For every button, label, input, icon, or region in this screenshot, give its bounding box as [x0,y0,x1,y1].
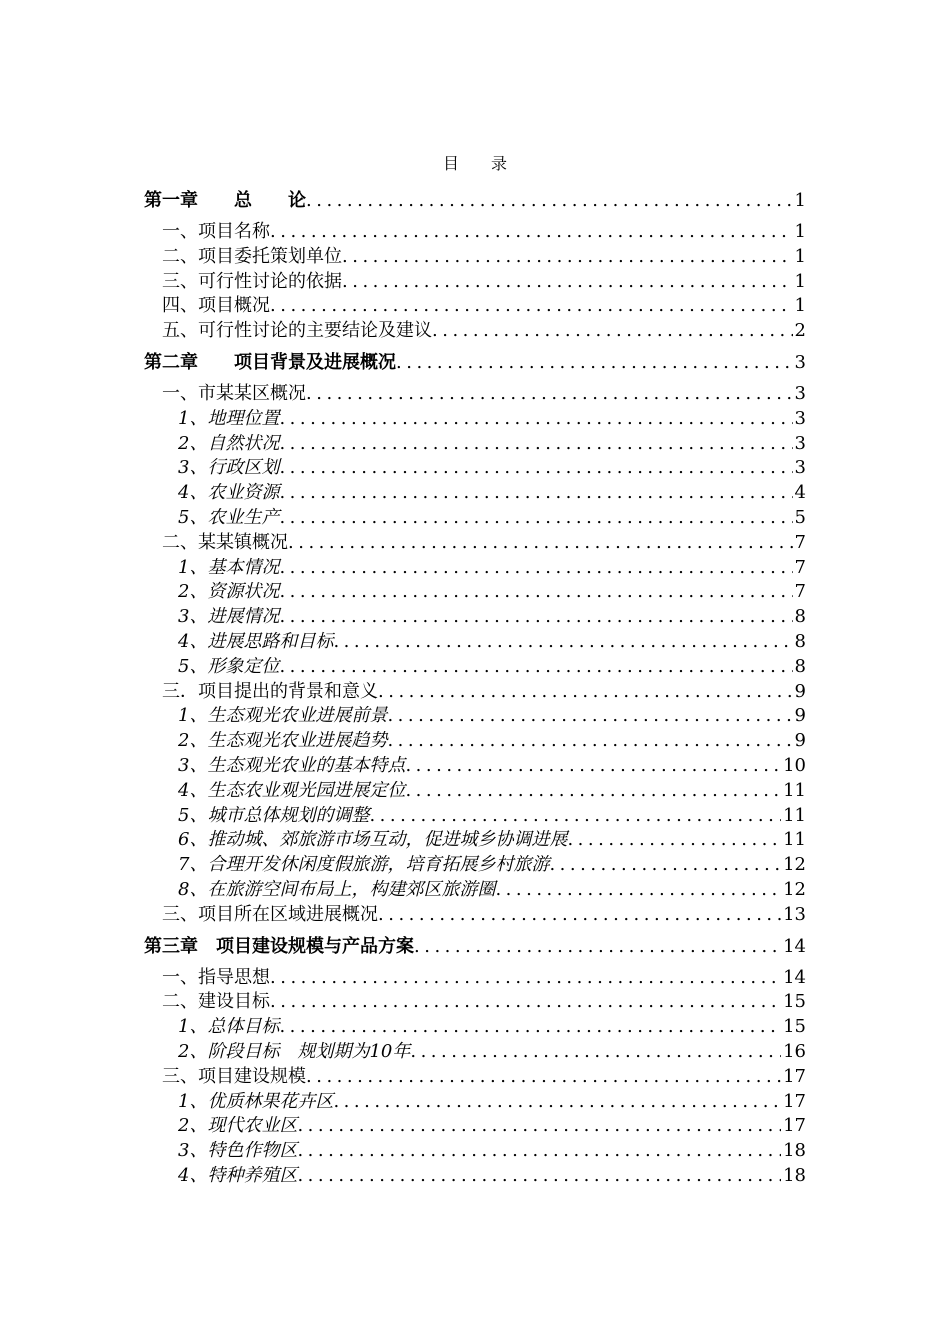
toc-leader-dots [378,680,793,705]
toc-entry[interactable] [144,853,806,878]
toc-entry[interactable] [144,1139,806,1164]
toc-chapter-entry[interactable] [144,184,806,218]
toc-page-number: 3 [794,382,806,404]
toc-entry-text: 二、项目委托策划单位 [162,245,342,267]
toc-page-number: 14 [783,966,806,988]
toc-page-number: 8 [794,655,806,677]
toc-page-number: 3 [794,457,806,479]
toc-page-number: 1 [794,221,806,242]
toc-entry[interactable] [144,804,806,829]
toc-entry-text: 3、生态观光农业的基本特点 [178,754,406,776]
toc-entry-text: 三．项目提出的背景和意义 [162,680,378,702]
toc-leader-dots [405,754,781,779]
toc-entry-text: 4、进展思路和目标 [178,630,334,652]
toc-entry-text: 5、形象定位 [178,655,280,677]
toc-entry[interactable] [144,1164,806,1189]
toc-page-number: 13 [783,903,806,925]
toc-leader-dots [279,481,792,506]
toc-entry[interactable] [144,729,806,754]
toc-entry[interactable] [144,407,806,432]
toc-page-number: 11 [783,804,806,826]
toc-entry[interactable] [144,605,806,630]
toc-entry-text: 三、项目建设规模 [162,1065,306,1087]
toc-leader-dots [414,930,781,964]
toc-leader-dots [306,1065,781,1090]
toc-leader-dots [387,704,792,729]
toc-leader-dots [549,853,781,878]
toc-entry-text: 2、现代农业区 [178,1115,298,1137]
toc-entry-text: 4、农业资源 [178,482,280,504]
toc-leader-dots [279,605,792,630]
toc-leader-dots [405,779,781,804]
toc-page-number: 7 [794,581,806,603]
toc-entry[interactable] [144,1090,806,1115]
toc-leader-dots [297,1164,781,1189]
toc-page-number: 3 [794,432,806,454]
toc-page-number: 1 [794,245,806,267]
toc-leader-dots [342,270,793,295]
toc-entry[interactable] [144,1040,806,1065]
toc-entry[interactable] [144,506,806,531]
toc-entry-text: 6、推动城、郊旅游市场互动，促进城乡协调进展 [178,829,568,851]
toc-leader-dots [306,184,793,218]
toc-leader-dots [410,1040,781,1065]
toc-page-number: 10 [783,754,806,776]
toc-entry-text: 1、优质林果花卉区 [178,1090,334,1112]
toc-entry[interactable] [144,966,806,991]
toc-entry-text: 一、项目名称 [162,221,270,242]
toc-leader-dots [279,556,792,581]
toc-leader-dots [279,456,792,481]
toc-entry-text: 1、生态观光农业进展前景 [178,705,388,727]
toc-leader-dots [333,630,792,655]
toc-entry[interactable] [144,270,806,295]
toc-entry[interactable] [144,680,806,705]
toc-leader-dots [279,655,792,680]
toc-page-number: 4 [794,482,806,504]
toc-entry-text: 2、阶段目标 规划期为10年 [178,1040,411,1062]
toc-page-number: 11 [783,829,806,851]
toc-leader-dots [396,346,793,380]
toc-entry-text: 3、进展情况 [178,606,280,628]
toc-entry-text: 2、自然状况 [178,432,280,454]
toc-page-number: 1 [794,270,806,292]
toc-page-number: 9 [794,705,806,727]
toc-page-number: 15 [783,1016,806,1038]
toc-entry[interactable] [144,704,806,729]
toc-entry-text: 一、市某某区概况 [162,382,306,404]
toc-leader-dots [378,903,781,928]
toc-page-number: 15 [783,991,806,1013]
toc-page-number: 12 [783,854,806,876]
toc-leader-dots [288,531,793,556]
toc-page-number: 18 [783,1164,806,1186]
toc-entry-text: 1、总体目标 [178,1016,280,1038]
toc-entry-text: 5、城市总体规划的调整 [178,804,370,826]
toc-leader-dots [279,432,792,457]
toc-entry-text: 四、项目概况 [162,295,270,317]
toc-entry[interactable] [144,779,806,804]
toc-entry[interactable] [144,245,806,270]
toc-leader-dots [387,729,792,754]
toc-entry[interactable] [144,655,806,680]
toc-leader-dots [270,966,781,991]
toc-entry[interactable] [144,828,806,853]
toc-entry-text: 第一章 总 论 [144,190,306,211]
toc-leader-dots [270,990,781,1015]
toc-entry-text: 4、生态农业观光园进展定位 [178,779,406,801]
toc-entry[interactable] [144,556,806,581]
toc-leader-dots [297,1139,781,1164]
toc-entry-text: 1、基本情况 [178,556,280,578]
toc-entry[interactable] [144,1065,806,1090]
toc-page-number: 17 [783,1065,806,1087]
toc-leader-dots [342,245,793,270]
toc-leader-dots [495,878,781,903]
toc-leader-dots [369,804,781,829]
toc-page-number: 7 [794,556,806,578]
toc-entry[interactable] [144,1114,806,1139]
toc-entry[interactable] [144,319,806,344]
toc-leader-dots [270,220,793,245]
toc-entry-text: 三、可行性讨论的依据 [162,270,342,292]
toc-entry[interactable] [144,903,806,928]
toc-page-number: 16 [783,1040,806,1062]
toc-page-number: 3 [794,351,806,373]
toc-page-number: 17 [783,1090,806,1112]
toc-leader-dots [270,294,793,319]
toc-page-number: 8 [794,630,806,652]
toc-entry[interactable] [144,382,806,407]
toc-entry-text: 二、建设目标 [162,991,270,1013]
toc-entry-text: 一、指导思想 [162,966,270,988]
toc-entry[interactable] [144,220,806,245]
toc-chapter-entry[interactable] [144,346,806,380]
toc-page-number: 11 [783,779,806,801]
toc-leader-dots [279,1015,781,1040]
toc-entry[interactable] [144,754,806,779]
toc-entry-text: 二、某某镇概况 [162,531,288,553]
toc-entry[interactable] [144,1015,806,1040]
toc-page-number: 9 [794,680,806,702]
toc-leader-dots [306,382,793,407]
toc-page-number: 17 [783,1115,806,1137]
toc-leader-dots [297,1114,781,1139]
toc-page-number: 1 [794,295,806,317]
toc-entry-text: 第二章 项目背景及进展概况 [144,351,396,373]
toc-leader-dots [333,1090,781,1115]
toc-entry[interactable] [144,878,806,903]
toc-leader-dots [279,506,792,531]
toc-leader-dots [432,319,793,344]
toc-chapter-entry[interactable] [144,930,806,964]
toc-page-number: 5 [794,506,806,528]
toc-page-number: 7 [794,531,806,553]
toc-entry-text: 2、资源状况 [178,581,280,603]
toc-entry[interactable] [144,456,806,481]
toc-entry[interactable] [144,531,806,556]
toc-leader-dots [279,580,792,605]
toc-entry[interactable] [144,990,806,1015]
toc-entry[interactable] [144,432,806,457]
toc-entry-text: 三、项目所在区域进展概况 [162,903,378,925]
toc-entry-text: 7、合理开发休闲度假旅游，培育拓展乡村旅游 [178,854,550,876]
table-of-contents [144,182,806,1189]
toc-page-number: 18 [783,1140,806,1162]
toc-page-number: 14 [783,935,806,957]
toc-entry-text: 五、可行性讨论的主要结论及建议 [162,320,432,342]
toc-leader-dots [567,828,781,853]
toc-entry-text: 2、生态观光农业进展趋势 [178,730,388,752]
toc-entry[interactable] [144,630,806,655]
toc-entry-text: 第三章 项目建设规模与产品方案 [144,935,414,957]
toc-entry-text: 8、在旅游空间布局上，构建郊区旅游圈 [178,878,496,900]
toc-page-number: 2 [794,320,806,342]
toc-page-number: 1 [794,190,806,211]
toc-entry-text: 3、行政区划 [178,457,280,479]
toc-leader-dots [279,407,792,432]
toc-entry-text: 5、农业生产 [178,506,280,528]
toc-entry-text: 4、特种养殖区 [178,1164,298,1186]
toc-page-number: 3 [794,407,806,429]
toc-page-number: 12 [783,878,806,900]
toc-title: 目 录 [442,154,507,173]
toc-page-number: 8 [794,606,806,628]
toc-entry-text: 3、特色作物区 [178,1140,298,1162]
toc-page-number: 9 [794,730,806,752]
toc-entry-text: 1、地理位置 [178,407,280,429]
toc-entry[interactable] [144,580,806,605]
toc-entry[interactable] [144,294,806,319]
toc-entry[interactable] [144,481,806,506]
